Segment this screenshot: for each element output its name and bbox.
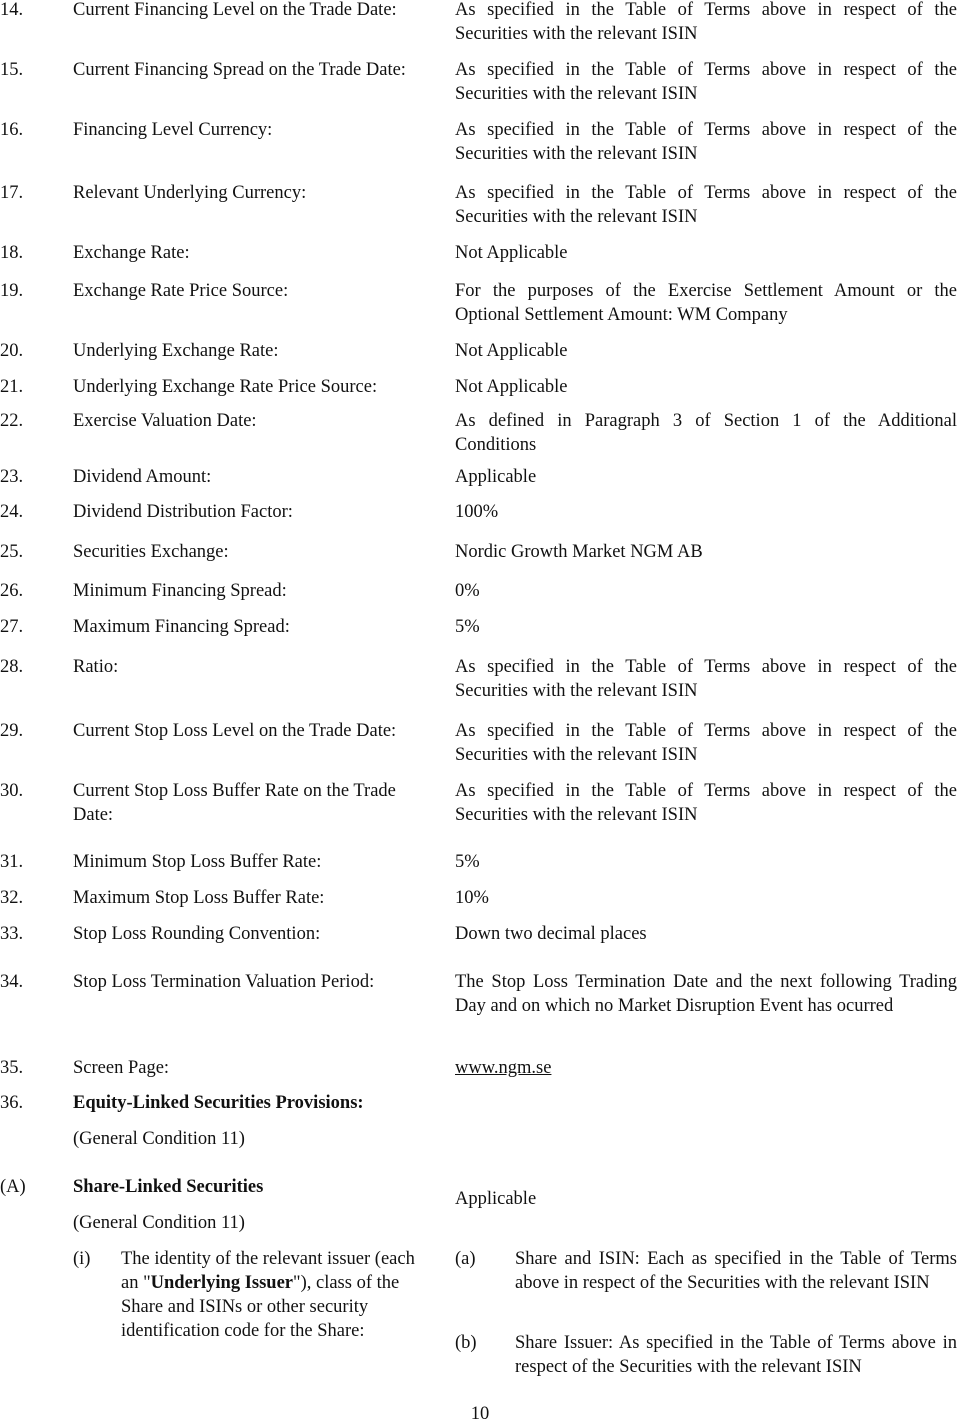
item-18 — [0, 241, 960, 263]
item-33 — [0, 922, 960, 944]
sub-item-text-after: "), class of the Share and ISINs or other security identification code for the Share: — [121, 1273, 400, 1341]
item-value: The Stop Loss Termination Date and the next following Trading Day and on which no Market Disruption Event has ocurred — [455, 972, 957, 1016]
item-number: 16. — [0, 120, 24, 140]
sub-item-text-before: The identity of the relevant issuer (each an " — [121, 1249, 415, 1293]
item-number: 32. — [0, 888, 24, 908]
item-label: Current Financing Spread on the Trade Date: — [73, 60, 406, 80]
item-label: Maximum Stop Loss Buffer Rate: — [73, 888, 325, 908]
item-number: 20. — [0, 341, 24, 361]
item-21 — [0, 375, 960, 397]
item-value: As specified in the Table of Terms above in respect of the Securities with the relevant ISIN — [455, 120, 957, 164]
page-number: 10 — [470, 1404, 490, 1424]
item-31 — [0, 850, 960, 872]
item-value: As specified in the Table of Terms above in respect of the Securities with the relevant ISIN — [455, 183, 957, 227]
item-value: 100% — [455, 502, 499, 522]
item-label: Dividend Amount: — [73, 467, 212, 487]
sub-item-marker: (i) — [73, 1249, 91, 1269]
item-label: Exchange Rate: — [73, 243, 190, 263]
item-number: 26. — [0, 581, 24, 601]
item-value: Nordic Growth Market NGM AB — [455, 542, 703, 562]
item-number: 15. — [0, 60, 24, 80]
sub-value-b — [0, 1331, 960, 1377]
item-24 — [0, 500, 960, 522]
item-17 — [0, 181, 960, 227]
item-label: Underlying Exchange Rate: — [73, 341, 279, 361]
item-value: As specified in the Table of Terms above in respect of the Securities with the relevant ISIN — [455, 0, 957, 44]
item-30 — [0, 779, 960, 825]
section-a-condition — [0, 1211, 960, 1233]
item-number: 33. — [0, 924, 24, 944]
item-number: 31. — [0, 852, 24, 872]
item-label: Equity-Linked Securities Provisions: — [73, 1093, 364, 1113]
item-label: Minimum Financing Spread: — [73, 581, 287, 601]
item-number: 27. — [0, 617, 24, 637]
item-label: Exercise Valuation Date: — [73, 411, 257, 431]
item-number: 34. — [0, 972, 24, 992]
item-label: Current Stop Loss Buffer Rate on the Trade Date: — [73, 781, 396, 825]
item-number: 28. — [0, 657, 24, 677]
condition-reference: (General Condition 11) — [73, 1129, 245, 1149]
item-number: 23. — [0, 467, 24, 487]
item-value: For the purposes of the Exercise Settlement Amount or the Optional Settlement Amount: WM Company — [455, 281, 957, 325]
item-label: Screen Page: — [73, 1058, 170, 1078]
item-number: 14. — [0, 0, 24, 20]
item-27 — [0, 615, 960, 637]
item-number: 22. — [0, 411, 24, 431]
item-label: Current Stop Loss Level on the Trade Date: — [73, 721, 397, 741]
section-marker: (A) — [0, 1177, 26, 1197]
item-number: 21. — [0, 377, 24, 397]
item-label: Securities Exchange: — [73, 542, 229, 562]
item-label: Stop Loss Rounding Convention: — [73, 924, 321, 944]
item-number: 18. — [0, 243, 24, 263]
item-26 — [0, 579, 960, 601]
sub-value-text: Share Issuer: As specified in the Table of Terms above in respect of the Securities with the relevant ISIN — [515, 1333, 957, 1377]
item-value: 0% — [455, 581, 480, 601]
defined-term: Underlying Issuer — [150, 1273, 294, 1293]
item-23 — [0, 465, 960, 487]
item-value: Not Applicable — [455, 341, 568, 361]
item-value: Not Applicable — [455, 243, 568, 263]
item-label: Relevant Underlying Currency: — [73, 183, 307, 203]
item-value: As specified in the Table of Terms above in respect of the Securities with the relevant ISIN — [455, 657, 957, 701]
condition-reference: (General Condition 11) — [73, 1213, 245, 1233]
item-number: 24. — [0, 502, 24, 522]
sub-value-text: Share and ISIN: Each as specified in the Table of Terms above in respect of the Securities with the relevant ISIN — [515, 1249, 957, 1293]
item-20 — [0, 339, 960, 361]
item-number: 30. — [0, 781, 24, 801]
item-label: Stop Loss Termination Valuation Period: — [73, 972, 375, 992]
item-28 — [0, 655, 960, 701]
item-value: As defined in Paragraph 3 of Section 1 of the Additional Conditions — [455, 411, 957, 455]
item-value: 5% — [455, 617, 480, 637]
item-34 — [0, 970, 960, 1016]
item-label: Ratio: — [73, 657, 119, 677]
item-number: 29. — [0, 721, 24, 741]
item-value: 5% — [455, 852, 480, 872]
item-value: As specified in the Table of Terms above in respect of the Securities with the relevant ISIN — [455, 721, 957, 765]
sub-value-marker: (b) — [455, 1333, 477, 1353]
item-value: As specified in the Table of Terms above in respect of the Securities with the relevant ISIN — [455, 60, 957, 104]
item-value: 10% — [455, 888, 489, 908]
item-16 — [0, 118, 960, 164]
item-number: 17. — [0, 183, 24, 203]
item-19 — [0, 279, 960, 325]
item-value: Applicable — [455, 467, 537, 487]
screen-page-link[interactable]: www.ngm.se — [455, 1058, 552, 1078]
item-value: Not Applicable — [455, 377, 568, 397]
item-value: As specified in the Table of Terms above in respect of the Securities with the relevant ISIN — [455, 781, 957, 825]
section-value: Applicable — [455, 1189, 537, 1209]
sub-value-marker: (a) — [455, 1249, 476, 1269]
item-label: Financing Level Currency: — [73, 120, 273, 140]
section-a — [0, 1175, 960, 1197]
item-29 — [0, 719, 960, 765]
item-22 — [0, 409, 960, 455]
section-label: Share-Linked Securities — [73, 1177, 264, 1197]
item-number: 36. — [0, 1093, 24, 1113]
item-number: 25. — [0, 542, 24, 562]
sub-item-text — [121, 1247, 423, 1343]
item-label: Minimum Stop Loss Buffer Rate: — [73, 852, 322, 872]
item-label: Underlying Exchange Rate Price Source: — [73, 377, 378, 397]
item-32 — [0, 886, 960, 908]
item-number: 19. — [0, 281, 24, 301]
item-value: Down two decimal places — [455, 924, 647, 944]
item-label: Maximum Financing Spread: — [73, 617, 290, 637]
item-label: Dividend Distribution Factor: — [73, 502, 293, 522]
item-label: Exchange Rate Price Source: — [73, 281, 289, 301]
item-25 — [0, 540, 960, 562]
item-36-condition — [0, 1127, 960, 1149]
item-label: Current Financing Level on the Trade Date: — [73, 0, 397, 20]
item-35 — [0, 1056, 960, 1078]
item-number: 35. — [0, 1058, 24, 1078]
item-15 — [0, 58, 960, 104]
item-36 — [0, 1091, 960, 1113]
